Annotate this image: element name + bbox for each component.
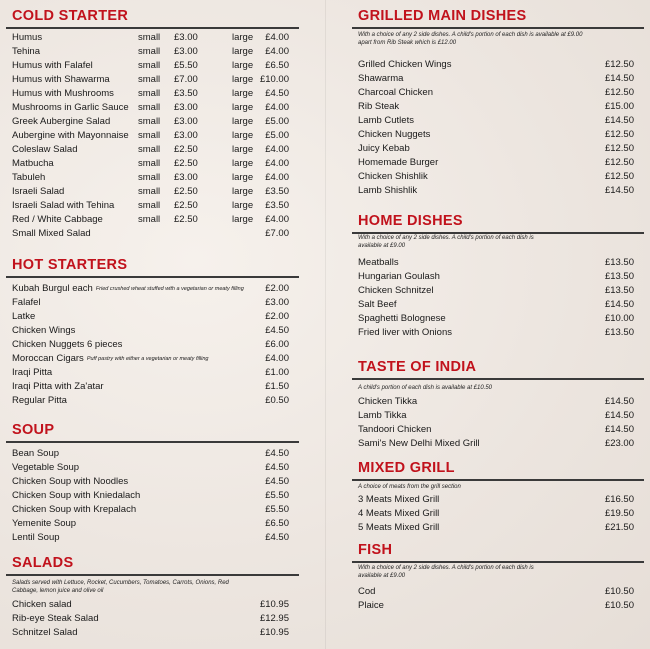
item-name-text: Shawarma — [358, 73, 404, 84]
item-name-text: Lamb Shishlik — [358, 185, 418, 196]
menu-item-row — [346, 521, 650, 535]
item-price: £4.00 — [265, 353, 289, 364]
item-name — [12, 475, 128, 489]
item-name — [12, 338, 122, 352]
small-price: £5.50 — [174, 60, 198, 71]
menu-item-row — [0, 143, 305, 157]
item-name — [358, 437, 480, 451]
item-price: £16.50 — [604, 494, 634, 505]
item-name: Mushrooms in Garlic Sauce — [12, 102, 129, 113]
menu-item-row — [346, 72, 650, 86]
menu-item-row — [0, 129, 305, 143]
menu-item-row — [0, 87, 305, 101]
item-price: £19.50 — [604, 508, 634, 519]
size-small-label: small — [138, 102, 161, 113]
menu-item-row — [346, 409, 650, 423]
item-name — [358, 423, 431, 437]
item-name — [12, 296, 41, 310]
item-name — [358, 312, 446, 326]
item-name — [358, 170, 428, 184]
item-name: Humus — [12, 32, 43, 43]
item-price: £12.95 — [259, 613, 289, 624]
item-price: £2.00 — [265, 311, 289, 322]
size-large-label: large — [232, 116, 254, 127]
item-name — [358, 142, 410, 156]
item-name — [358, 284, 434, 298]
menu-item-row — [0, 461, 305, 475]
item-name-text: Vegetable Soup — [12, 462, 80, 473]
menu-item-row — [0, 352, 305, 366]
size-large-label: large — [232, 130, 254, 141]
item-name: Tehina — [12, 46, 40, 57]
section-rule — [352, 27, 644, 29]
item-name — [12, 394, 67, 408]
section-rule — [352, 561, 644, 563]
section-title: SOUP — [12, 422, 55, 438]
item-name — [358, 270, 440, 284]
menu-item-row — [346, 170, 650, 184]
item-name — [12, 282, 244, 296]
size-large-label: large — [232, 74, 254, 85]
section-title: FISH — [358, 542, 393, 558]
item-price: £10.95 — [259, 627, 289, 638]
large-price: £4.00 — [265, 158, 289, 169]
size-small-label: small — [138, 186, 161, 197]
item-price: £21.50 — [604, 522, 634, 533]
item-price: £13.50 — [604, 285, 634, 296]
item-name-text: Chicken Nuggets — [358, 129, 431, 140]
menu-item-row — [346, 423, 650, 437]
section-rule — [352, 232, 644, 234]
item-name — [358, 599, 384, 613]
item-name — [12, 380, 104, 394]
item-description: Fried crushed wheat stuffed with a vegetarian or meaty filling — [95, 286, 244, 292]
item-name: Humus with Mushrooms — [12, 88, 114, 99]
size-large-label: large — [232, 186, 254, 197]
section-rule — [6, 441, 299, 443]
item-name-text: Schnitzel Salad — [12, 627, 78, 638]
item-name — [358, 100, 399, 114]
large-price: £4.00 — [265, 46, 289, 57]
item-name-text: Charcoal Chicken — [358, 87, 433, 98]
item-name — [12, 310, 35, 324]
item-price: £6.50 — [265, 518, 289, 529]
item-price: £12.50 — [604, 59, 634, 70]
size-large-label: large — [232, 200, 254, 211]
large-price: £3.50 — [265, 186, 289, 197]
menu-item-row — [346, 599, 650, 613]
item-name-text: Chicken salad — [12, 599, 72, 610]
section-rule — [6, 574, 299, 576]
item-name-text: Yemenite Soup — [12, 518, 77, 529]
item-name-text: Plaice — [358, 600, 384, 611]
item-name-text: Juicy Kebab — [358, 143, 410, 154]
large-price: £4.00 — [265, 144, 289, 155]
large-price: £3.50 — [265, 200, 289, 211]
menu-item-row — [346, 270, 650, 284]
item-name-text: 4 Meats Mixed Grill — [358, 508, 440, 519]
item-price: £12.50 — [604, 143, 634, 154]
item-price: £14.50 — [604, 299, 634, 310]
item-name — [12, 503, 136, 517]
item-name — [12, 517, 76, 531]
size-large-label: large — [232, 144, 254, 155]
large-price: £5.00 — [265, 116, 289, 127]
item-price: £15.00 — [604, 101, 634, 112]
item-name-text: Spaghetti Bolognese — [358, 313, 446, 324]
size-small-label: small — [138, 60, 161, 71]
menu-item-row — [0, 489, 305, 503]
menu-item-row — [0, 59, 305, 73]
menu-item-row — [346, 298, 650, 312]
menu-item-row — [0, 185, 305, 199]
section-title: GRILLED MAIN DISHES — [358, 8, 527, 24]
item-name-text: Hungarian Goulash — [358, 271, 440, 282]
item-price: £5.50 — [265, 490, 289, 501]
large-price: £4.00 — [265, 32, 289, 43]
item-name — [12, 366, 52, 380]
menu-item-row — [0, 324, 305, 338]
menu-item-row — [0, 157, 305, 171]
menu-item-row — [346, 437, 650, 451]
item-price: £4.50 — [265, 462, 289, 473]
item-name: Aubergine with Mayonnaise — [12, 130, 129, 141]
item-name — [12, 489, 140, 503]
section-note: With a choice of any 2 side dishes. A child's portion of each dish is available at £9.00 apart from Rib Steak which is £12.00 — [358, 32, 583, 46]
item-price: £0.50 — [265, 395, 289, 406]
item-name-text: Tandoori Chicken — [358, 424, 432, 435]
item-name-text: Rib-eye Steak Salad — [12, 613, 99, 624]
item-name-text: Chicken Shishlik — [358, 171, 428, 182]
item-name — [358, 58, 451, 72]
item-name — [358, 256, 399, 270]
menu-item-row — [346, 256, 650, 270]
large-price: £10.00 — [259, 74, 289, 85]
small-price: £2.50 — [174, 144, 198, 155]
item-name-text: Meatballs — [358, 257, 399, 268]
item-name — [12, 626, 77, 640]
item-price: £13.50 — [604, 271, 634, 282]
item-name — [358, 298, 397, 312]
item-name: Coleslaw Salad — [12, 144, 78, 155]
menu-item-row — [0, 366, 305, 380]
menu-item-row — [346, 326, 650, 340]
item-name — [12, 324, 75, 338]
item-price: £4.50 — [265, 448, 289, 459]
item-price: £10.50 — [604, 600, 634, 611]
section-title: TASTE OF INDIA — [358, 359, 477, 375]
item-price: £10.00 — [604, 313, 634, 324]
item-name: Small Mixed Salad — [12, 228, 91, 239]
item-name-text: Kubah Burgul each — [12, 283, 93, 294]
large-price: £4.00 — [265, 102, 289, 113]
menu-item-row — [346, 395, 650, 409]
item-name-text: Falafel — [12, 297, 41, 308]
size-large-label: large — [232, 158, 254, 169]
size-small-label: small — [138, 130, 161, 141]
item-price: £12.50 — [604, 87, 634, 98]
small-price: £3.50 — [174, 88, 198, 99]
item-price: £1.00 — [265, 367, 289, 378]
section-note: With a choice of any 2 side dishes. A child's portion of each dish is available at £9.00 — [358, 565, 534, 579]
large-price: £6.50 — [265, 60, 289, 71]
item-price: £3.00 — [265, 297, 289, 308]
item-price: £10.50 — [604, 586, 634, 597]
small-price: £3.00 — [174, 32, 198, 43]
item-price: £4.50 — [265, 476, 289, 487]
section-rule — [352, 479, 644, 481]
large-price: £5.00 — [265, 130, 289, 141]
item-price: £14.50 — [604, 410, 634, 421]
large-price: £4.00 — [265, 214, 289, 225]
item-name-text: Grilled Chicken Wings — [358, 59, 452, 70]
item-name: Matbucha — [12, 158, 54, 169]
item-name-text: Lamb Tikka — [358, 410, 407, 421]
menu-item-row — [346, 128, 650, 142]
large-price: £4.50 — [265, 88, 289, 99]
item-name-text: Chicken Wings — [12, 325, 76, 336]
item-price: £12.50 — [604, 157, 634, 168]
menu-item-row — [346, 184, 650, 198]
item-name — [358, 493, 439, 507]
item-price: £1.50 — [265, 381, 289, 392]
item-price: £14.50 — [604, 115, 634, 126]
menu-item-row — [346, 100, 650, 114]
menu-item-row — [346, 284, 650, 298]
item-name — [358, 184, 417, 198]
menu-item-row — [346, 156, 650, 170]
item-name: Israeli Salad — [12, 186, 65, 197]
menu-item-row — [346, 493, 650, 507]
item-price: £14.50 — [604, 185, 634, 196]
menu-item-row — [0, 73, 305, 87]
item-name-text: 3 Meats Mixed Grill — [358, 494, 440, 505]
size-small-label: small — [138, 172, 161, 183]
section-note: With a choice of any 2 side dishes. A child's portion of each dish is available at £9.00 — [358, 235, 534, 249]
item-name-text: Rib Steak — [358, 101, 400, 112]
menu-item-row — [346, 142, 650, 156]
menu-item-row — [0, 296, 305, 310]
size-large-label: large — [232, 88, 254, 99]
item-name-text: Iraqi Pitta — [12, 367, 53, 378]
item-price: £14.50 — [604, 73, 634, 84]
item-name-text: Homemade Burger — [358, 157, 439, 168]
item-name — [358, 156, 438, 170]
item-name: Tabuleh — [12, 172, 46, 183]
item-price: £13.50 — [604, 257, 634, 268]
menu-item-row — [346, 86, 650, 100]
small-price: £3.00 — [174, 116, 198, 127]
small-price: £2.50 — [174, 158, 198, 169]
item-price: £13.50 — [604, 327, 634, 338]
section-note: A choice of meats from the grill section — [358, 484, 461, 490]
item-name — [12, 461, 79, 475]
item-price: £6.00 — [265, 339, 289, 350]
item-price: £10.95 — [259, 599, 289, 610]
section-rule — [6, 27, 299, 29]
size-large-label: large — [232, 32, 254, 43]
section-title: SALADS — [12, 555, 74, 571]
menu-item-row — [0, 213, 305, 227]
section-title: COLD STARTER — [12, 8, 129, 24]
size-small-label: small — [138, 74, 161, 85]
section-title: HOT STARTERS — [12, 257, 128, 273]
menu-item-row — [0, 45, 305, 59]
item-name — [358, 585, 375, 599]
item-name-text: Salt Beef — [358, 299, 397, 310]
item-name — [12, 612, 99, 626]
item-description: Puff pastry with either a vegetarian or meaty filling — [86, 356, 209, 362]
item-price: £5.50 — [265, 504, 289, 515]
size-small-label: small — [138, 214, 161, 225]
item-name: Red / White Cabbage — [12, 214, 103, 225]
menu-item-row — [0, 171, 305, 185]
item-name: Humus with Falafel — [12, 60, 93, 71]
item-name — [12, 447, 59, 461]
size-large-label: large — [232, 60, 254, 71]
small-price: £2.50 — [174, 200, 198, 211]
item-price: £4.50 — [265, 325, 289, 336]
menu-item-row — [0, 475, 305, 489]
item-name-text: Bean Soup — [12, 448, 60, 459]
menu-item-row — [0, 612, 305, 626]
size-large-label: large — [232, 46, 254, 57]
menu-item-row — [346, 114, 650, 128]
section-rule — [6, 276, 299, 278]
item-name — [12, 598, 72, 612]
item-name-text: Fried liver with Onions — [358, 327, 452, 338]
item-name-text: Lamb Cutlets — [358, 115, 414, 126]
item-price: £14.50 — [604, 424, 634, 435]
size-large-label: large — [232, 172, 254, 183]
item-name-text: Moroccan Cigars — [12, 353, 84, 364]
menu-item-row — [0, 394, 305, 408]
item-name-text: Cod — [358, 586, 376, 597]
size-small-label: small — [138, 88, 161, 99]
item-name — [358, 128, 430, 142]
menu-item-row — [0, 626, 305, 640]
menu-item-row — [0, 115, 305, 129]
size-large-label: large — [232, 102, 254, 113]
menu-item-row — [0, 199, 305, 213]
item-name-text: 5 Meats Mixed Grill — [358, 522, 440, 533]
menu-item-row — [0, 447, 305, 461]
item-price: £2.00 — [265, 283, 289, 294]
item-name-text: Latke — [12, 311, 36, 322]
size-large-label: large — [232, 214, 254, 225]
item-name-text: Lentil Soup — [12, 532, 60, 543]
section-note: A child's portion of each dish is available at £10.50 — [358, 385, 493, 391]
item-name — [358, 72, 403, 86]
item-name-text: Chicken Soup with Noodles — [12, 476, 129, 487]
item-price: £14.50 — [604, 396, 634, 407]
item-price: £12.50 — [604, 129, 634, 140]
menu-item-row — [346, 312, 650, 326]
item-price: £12.50 — [604, 171, 634, 182]
size-small-label: small — [138, 116, 161, 127]
item-price: £23.00 — [604, 438, 634, 449]
small-price: £3.00 — [174, 130, 198, 141]
menu-item-row — [346, 507, 650, 521]
item-name — [358, 326, 452, 340]
item-price: £4.50 — [265, 532, 289, 543]
small-price: £3.00 — [174, 102, 198, 113]
section-note: Salads served with Lettuce, Rocket, Cucumbers, Tomatoes, Carrots, Onions, Red Cabbage, lemon juice and olive oil — [12, 580, 229, 594]
small-price: £7.00 — [174, 74, 198, 85]
small-price: £3.00 — [174, 172, 198, 183]
section-rule — [352, 378, 644, 380]
menu-item-row — [0, 503, 305, 517]
item-name-text: Chicken Schnitzel — [358, 285, 434, 296]
item-name: Israeli Salad with Tehina — [12, 200, 115, 211]
small-price: £2.50 — [174, 214, 198, 225]
item-name — [358, 395, 417, 409]
size-small-label: small — [138, 46, 161, 57]
menu-item-row — [0, 380, 305, 394]
item-name: Greek Aubergine Salad — [12, 116, 111, 127]
item-name — [12, 531, 60, 545]
size-small-label: small — [138, 158, 161, 169]
menu-item-row — [0, 101, 305, 115]
section-title: MIXED GRILL — [358, 460, 455, 476]
menu-item-row — [346, 58, 650, 72]
menu-item-row — [346, 585, 650, 599]
menu-item-row — [0, 598, 305, 612]
menu-item-row — [0, 227, 305, 241]
large-price: £4.00 — [265, 172, 289, 183]
item-name-text: Chicken Soup with Kniedalach — [12, 490, 141, 501]
small-price: £2.50 — [174, 186, 198, 197]
menu-item-row — [0, 338, 305, 352]
column-divider — [325, 0, 326, 649]
size-small-label: small — [138, 200, 161, 211]
section-title: HOME DISHES — [358, 213, 463, 229]
menu-item-row — [0, 31, 305, 45]
item-name — [358, 521, 439, 535]
size-small-label: small — [138, 144, 161, 155]
item-name — [358, 507, 439, 521]
item-name: Humus with Shawarma — [12, 74, 110, 85]
item-name-text: Chicken Nuggets 6 pieces — [12, 339, 123, 350]
menu-item-row — [0, 310, 305, 324]
item-name — [12, 352, 208, 366]
size-small-label: small — [138, 32, 161, 43]
menu-item-row — [0, 531, 305, 545]
large-price: £7.00 — [265, 228, 289, 239]
item-name — [358, 114, 414, 128]
item-name-text: Iraqi Pitta with Za'atar — [12, 381, 104, 392]
item-name-text: Chicken Tikka — [358, 396, 418, 407]
small-price: £3.00 — [174, 46, 198, 57]
menu-item-row — [0, 282, 305, 296]
item-name-text: Regular Pitta — [12, 395, 67, 406]
menu-item-row — [0, 517, 305, 531]
item-name-text: Sami's New Delhi Mixed Grill — [358, 438, 480, 449]
item-name — [358, 86, 433, 100]
item-name — [358, 409, 407, 423]
item-name-text: Chicken Soup with Krepalach — [12, 504, 137, 515]
